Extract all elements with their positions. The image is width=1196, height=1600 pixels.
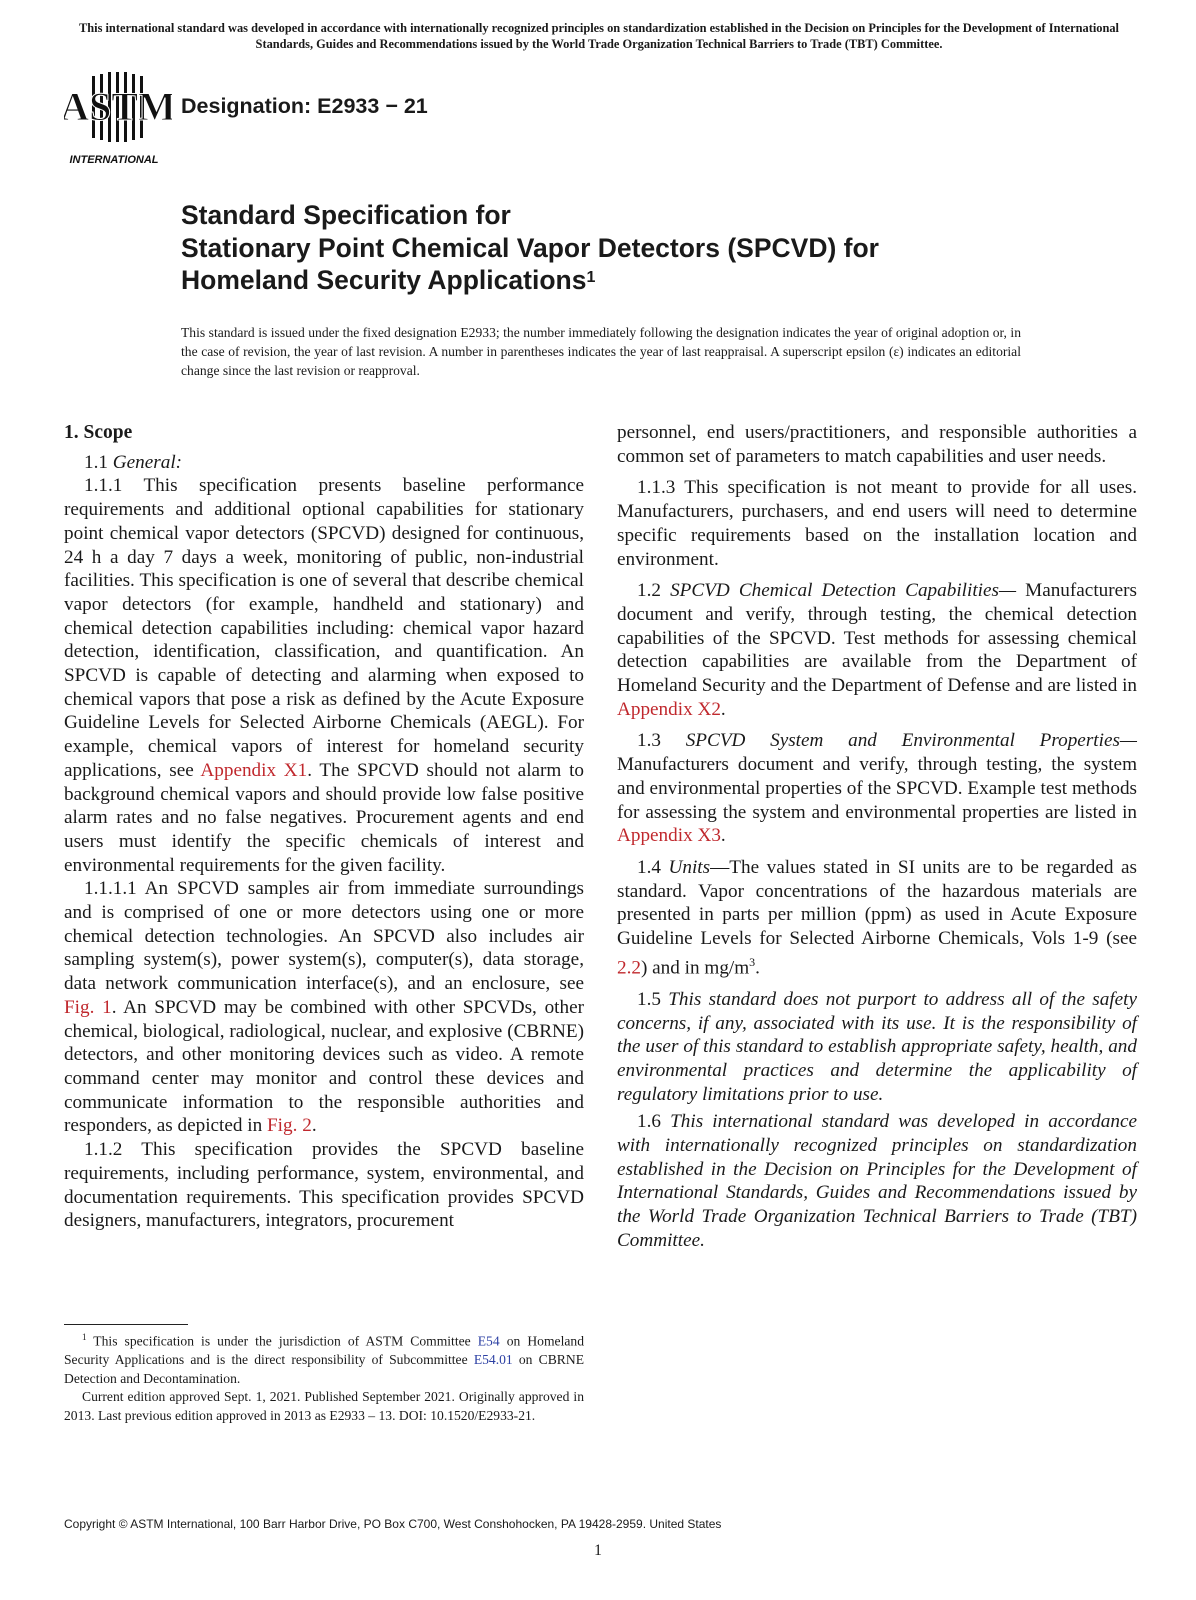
top-notice: This international standard was developed in accordance with internationally recognized principles on standardization established in the Decision on Principles for the Development of International Standards, Guides and Recommendations issued by the World Trade Organization Technical Barriers to Trade (TBT) Committee.: [78, 21, 1120, 51]
footnote-rule: [64, 1324, 188, 1325]
para-1-3: 1.3 SPCVD System and Environmental Properties— Manufacturers document and verify, through testing, the system and environmental properties of the SPCVD. Example test methods for assessing the system and environmental properties are listed in Appendix X3.: [617, 730, 1137, 847]
para-continued: personnel, end users/practitioners, and responsible authorities a common set of parameters to match capabilities and user needs.: [617, 422, 1137, 467]
link-appendix-x1[interactable]: Appendix X1: [200, 759, 308, 781]
link-e54-01[interactable]: E54.01: [473, 1352, 513, 1368]
footnote-edition: Current edition approved Sept. 1, 2021. Published September 2021. Originally approved in 2013. Last previous edition approved in 2013 as E2933 – 13. DOI: 10.1520/E2933-21.: [64, 1389, 584, 1423]
designation: Designation: E2933 − 21: [181, 94, 428, 118]
astm-logo: [64, 72, 172, 168]
issued-note: This standard is issued under the fixed designation E2933; the number immediately following the designation indicates the year of original adoption or, in the case of revision, the year of last revision. A number in parentheses indicates the year of last reappraisal. A superscript epsilon (ε) indicates an editorial change since the last revision or reapproval.: [181, 325, 1021, 378]
title-line-3: Homeland Security Applications$^1$: [181, 265, 596, 295]
para-1-4: 1.4 Units—The values stated in SI units are to be regarded as standard. Vapor concentrations of the hazardous materials are presented in parts per million (ppm) as used in Acute Exposure Guideline Levels for Selected Airborne Chemicals, Vols 1-9 (see 2.2) and in $mg/m^3$.: [617, 856, 1137, 979]
para-1-1-1-1: 1.1.1.1 An SPCVD samples air from immediate surroundings and is comprised of one or more detectors using one or more chemical detection technologies. An SPCVD also includes air sampling system(s), power system(s), computer(s), data storage, data network communication interface(s), and an enclosure, see Fig. 1. An SPCVD may be combined with other SPCVDs, other chemical, biological, radiological, nuclear, and explosive (CBRNE) detectors, and other monitoring devices such as video. A remote command center may monitor and control these devices and communicate information to the responsible authorities and responders, as depicted in Fig. 2.: [64, 878, 584, 1137]
copyright-line: Copyright © ASTM International, 100 Barr Harbor Drive, PO Box C700, West Conshohocken, PA 19428-2959. United States: [64, 1517, 722, 1531]
para-1-6: 1.6 This international standard was developed in accordance with internationally recognized principles on standardization established in the Decision on Principles for the Development of International Standards, Guides and Recommendations issued by the World Trade Organization Technical Barriers to Trade (TBT) Committee.: [617, 1111, 1137, 1251]
left-column: [64, 421, 584, 1233]
svg-text:ASTM: ASTM: [64, 84, 172, 129]
para-1-5: 1.5 This standard does not purport to address all of the safety concerns, if any, associated with its use. It is the responsibility of the user of this standard to establish appropriate safety, health, and environmental practices and determine the applicability of regulatory limitations prior to use.: [617, 988, 1138, 1105]
title-line-2: Stationary Point Chemical Vapor Detectors (SPCVD) for: [181, 232, 879, 263]
astm-logo-icon: [64, 72, 172, 168]
section-heading-scope: 1. Scope: [64, 422, 133, 443]
link-appendix-x2[interactable]: Appendix X2: [617, 698, 721, 720]
link-fig-1[interactable]: Fig. 1: [64, 996, 112, 1018]
page-number: 1: [594, 1542, 602, 1559]
para-1-1-1: 1.1.1 This specification presents baseline performance requirements and additional optional capabilities for stationary point chemical vapor detectors (SPCVD) designed for continuous, 24 h a day 7 days a week, monitoring of public, non-industrial facilities. This specification is one of several that describe chemical vapor detectors (for example, handheld and stationary) and chemical detection capabilities including: chemical vapor hazard detection, identification, classification, and quantification. An SPCVD is capable of detecting and alarming when exposed to chemical vapors that pose a risk as defined by the Acute Exposure Guideline Levels for Selected Airborne Chemicals (AEGL). For example, chemical vapors of interest for homeland security applications, see Appendix X1. The SPCVD should not alarm to background chemical vapors and should provide low false positive alarm rates and no false negatives. Procurement agents and end users must identify the specific chemicals of interest and environmental requirements for the given facility.: [64, 475, 585, 876]
link-section-2-2[interactable]: 2.2: [617, 957, 641, 979]
title-line-1: Standard Specification for: [181, 200, 511, 230]
para-1-1-2: 1.1.2 This specification provides the SPCVD baseline requirements, including performance, system, environmental, and documentation requirements. This specification provides SPCVD designers, manufacturers, integrators, procurement: [64, 1139, 584, 1232]
link-appendix-x3[interactable]: Appendix X3: [617, 825, 721, 847]
footnote-1: $^1$ This specification is under the jurisdiction of ASTM Committee E54 on Homeland Security Applications and is the direct responsibility of Subcommittee E54.01 on CBRNE Detection and Decontamination.: [64, 1332, 584, 1386]
right-column: [617, 421, 1137, 1253]
footnote: [64, 1328, 584, 1425]
para-1-1-3: 1.1.3 This specification is not meant to provide for all uses. Manufacturers, purchasers, and end users will need to determine specific requirements based on the installation location and environment.: [617, 477, 1137, 570]
link-e54[interactable]: E54: [477, 1333, 500, 1349]
document-title: [181, 199, 1081, 297]
svg-text:INTERNATIONAL: INTERNATIONAL: [69, 154, 159, 166]
link-fig-2[interactable]: Fig. 2: [267, 1115, 312, 1137]
para-1-2: 1.2 SPCVD Chemical Detection Capabilities— Manufacturers document and verify, through testing, the chemical detection capabilities of the SPCVD. Test methods for assessing chemical detection capabilities are available from the Department of Homeland Security and the Department of Defense and are listed in Appendix X2.: [617, 580, 1138, 720]
para-1-1: 1.1 General:: [84, 451, 183, 473]
